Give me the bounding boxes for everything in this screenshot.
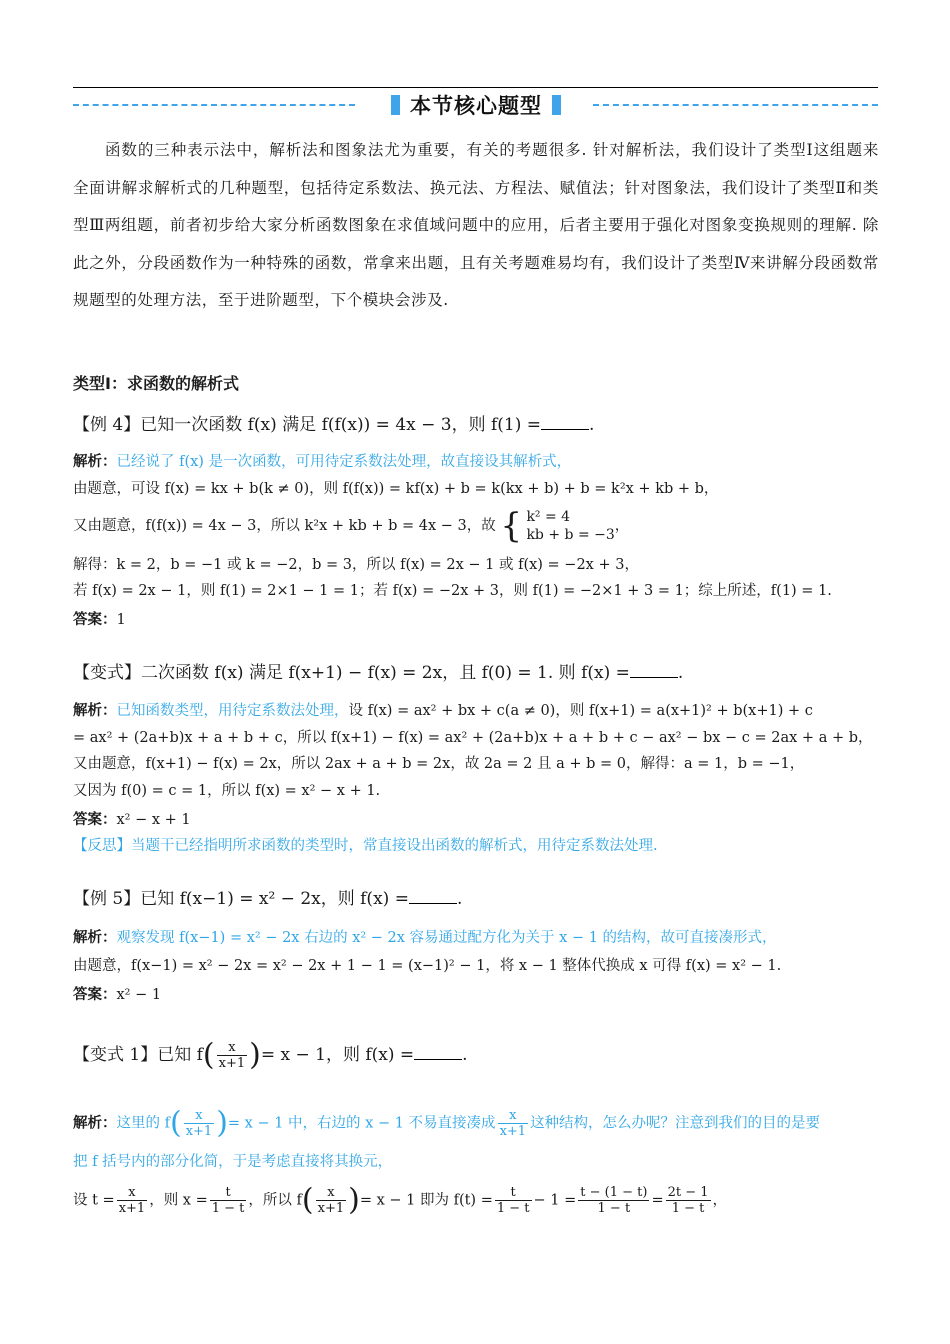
var1-question-text: 【变式】二次函数 f(x) 满足 f(x+1) − f(x) = 2x，且 f(0) = 1. 则 f(x) = <box>73 663 630 683</box>
analysis-label: 解析： <box>73 454 117 470</box>
ex4-answer-value: 1 <box>116 612 126 628</box>
var1-reflect <box>73 836 658 856</box>
fraction: $\frac{x}{x+1}$ <box>185 1108 213 1139</box>
var2-question-post: = x − 1，则 f(x) = <box>260 1045 415 1065</box>
fraction: $\frac{2t - 1}{1 - t}$ <box>667 1185 709 1216</box>
ex4-answer <box>73 610 126 630</box>
var2-hint-b: = x − 1 中，右边的 x − 1 不易直接凑成 <box>227 1115 496 1132</box>
header-dash-right <box>593 104 878 106</box>
fraction: $\frac{x}{x+1}$ <box>218 1040 246 1071</box>
analysis-label: 解析： <box>73 703 117 719</box>
system-eq1: k² = 4 <box>526 509 571 525</box>
var2-hint-a: 这里的 f <box>116 1115 170 1132</box>
title-bar-right-icon <box>552 95 561 115</box>
answer-blank <box>409 886 457 904</box>
header-dash-left <box>73 104 355 106</box>
var2-step1: 设 t = $\frac{x}{x+1}$ ，则 x = $\frac{t}{1 - t}$ ，所以 f( $\frac{x}{x+1}$ )= x − 1 即为 f(t) = $\frac{t}{1 - t}$ − 1 = $\frac{t - (1 - t)}{1 - t}$ = $\frac{2t - 1}{1 - t}$ ， <box>73 1182 728 1218</box>
ex4-step2 <box>73 508 629 544</box>
section-header <box>73 92 878 118</box>
answer-label: 答案： <box>73 612 117 628</box>
var2-question: 【变式 1】已知 f( $\frac{x}{x+1}$ )= x − 1，则 f(x) = . <box>73 1037 468 1073</box>
fraction: $\frac{t}{1 - t}$ <box>496 1185 530 1216</box>
top-rule <box>73 87 878 88</box>
fraction: $\frac{x}{x+1}$ <box>118 1185 146 1216</box>
ex4-hint-line <box>73 452 571 472</box>
answer-label: 答案： <box>73 987 117 1003</box>
fraction: $\frac{x}{x+1}$ <box>317 1185 345 1216</box>
intro-text: 函数的三种表示法中，解析法和图象法尤为重要，有关的考题很多. 针对解析法，我们设计了类型Ⅰ这组题来全面讲解求解析式的几种题型，包括待定系数法、换元法、方程法、赋值法；针对图象法，我们设计了类型Ⅱ和类型Ⅲ两组题，前者初步给大家分析函数图象在求值域问题中的应用，后者主要用于强化对图象变换规则的理解. 除此之外，分段函数作为一种特殊的函数，常拿来出题，且有关考题难易均有，我们设计了类型Ⅳ来讲解分段函数常规题型的处理方法，至于进阶题型，下个模块会涉及. <box>73 141 879 309</box>
var1-answer-value: x² − x + 1 <box>116 812 191 828</box>
fraction: $\frac{t}{1 - t}$ <box>211 1185 245 1216</box>
analysis-label: 解析： <box>73 930 117 946</box>
var2-hint2: 把 f 括号内的部分化简，于是考虑直接将其换元， <box>73 1154 393 1170</box>
system-eq2: kb + b = −3 <box>526 527 615 543</box>
brace-icon: { <box>500 506 522 546</box>
ex5-step1: 由题意，f(x−1) = x² − 2x = x² − 2x + 1 − 1 = (x−1)² − 1，将 x − 1 整体代换成 x 可得 f(x) = x² − 1. <box>73 958 782 974</box>
fraction: $\frac{t - (1 - t)}{1 - t}$ <box>580 1185 648 1216</box>
var1-question: 【变式】二次函数 f(x) 满足 f(x+1) − f(x) = 2x，且 f(0) = 1. 则 f(x) = . <box>73 660 683 683</box>
ex5-answer <box>73 985 161 1005</box>
title-bar-left-icon <box>391 95 400 115</box>
system-rows <box>526 508 614 544</box>
answer-blank <box>414 1042 462 1060</box>
ex4-step4: 若 f(x) = 2x − 1，则 f(1) = 2×1 − 1 = 1；若 f(x) = −2x + 3，则 f(1) = −2×1 + 3 = 1；综上所述，f(1) = 1. <box>73 583 832 599</box>
ex5-hint-line <box>73 928 777 948</box>
ex5-question: 【例 5】已知 f(x−1) = x² − 2x，则 f(x) = . <box>73 886 462 909</box>
var1-answer <box>73 810 191 830</box>
ex5-answer-value: x² − 1 <box>116 987 162 1003</box>
ex5-hint: 观察发现 f(x−1) = x² − 2x 右边的 x² − 2x 容易通过配方化为关于 x − 1 的结构，故可直接凑形式， <box>116 930 777 946</box>
ex4-hint: 已经说了 f(x) 是一次函数，可用待定系数法处理，故直接设其解析式， <box>116 454 572 470</box>
ex5-question-text: 【例 5】已知 f(x−1) = x² − 2x，则 f(x) = <box>73 889 409 909</box>
var1-step3: 又由题意，f(x+1) − f(x) = 2x，所以 2ax + a + b = 2x，故 2a = 2 且 a + b = 0，解得：a = 1，b = −1， <box>73 756 805 772</box>
var1-hint: 已知函数类型，用待定系数法处理， <box>116 703 349 719</box>
answer-blank <box>630 660 678 678</box>
var2-question-pre: 【变式 1】已知 f <box>73 1045 203 1065</box>
analysis-label: 解析： <box>73 1115 117 1132</box>
ex4-step2-text: 又由题意，f(f(x)) = 4x − 3，所以 k²x + kb + b = 4x − 3，故 <box>73 518 496 534</box>
ex4-question-text: 【例 4】已知一次函数 f(x) 满足 f(f(x)) = 4x − 3，则 f(1) = <box>73 415 542 435</box>
ex4-step1: 由题意，可设 f(x) = kx + b(k ≠ 0)，则 f(f(x)) = kf(x) + b = k(kx + b) + b = k²x + kb + b， <box>73 481 719 497</box>
var2-hint-line: 解析：这里的 f( $\frac{x}{x+1}$ )= x − 1 中，右边的 x − 1 不易直接凑成 $\frac{x}{x+1}$ 这种结构，怎么办呢？注意到我们的目的是要 <box>73 1105 821 1141</box>
ex4-question: 【例 4】已知一次函数 f(x) 满足 f(f(x)) = 4x − 3，则 f(1) = . <box>73 412 594 435</box>
ex4-step2-end: ， <box>614 518 630 534</box>
answer-blank <box>541 412 589 430</box>
var2-hint-c: 这种结构，怎么办呢？注意到我们的目的是要 <box>530 1115 821 1132</box>
fraction: $\frac{x}{x+1}$ <box>499 1108 527 1139</box>
answer-label: 答案： <box>73 812 117 828</box>
var1-step4: 又因为 f(0) = c = 1，所以 f(x) = x² − x + 1. <box>73 783 381 799</box>
type1-heading: 类型Ⅰ：求函数的解析式 <box>73 374 239 393</box>
reflect-text: 当题干已经指明所求函数的类型时，常直接设出函数的解析式，用待定系数法处理. <box>131 838 658 854</box>
reflect-label: 【反思】 <box>73 838 131 854</box>
var1-step2: = ax² + (2a+b)x + a + b + c，所以 f(x+1) − f(x) = ax² + (2a+b)x + a + b + c − ax² − bx − c = 2ax + a + b， <box>73 730 873 746</box>
ex4-step3: 解得：k = 2，b = −1 或 k = −2，b = 3，所以 f(x) = 2x − 1 或 f(x) = −2x + 3， <box>73 557 639 573</box>
var1-step1: 设 f(x) = ax² + bx + c(a ≠ 0)，则 f(x+1) = a(x+1)² + b(x+1) + c <box>348 703 813 719</box>
intro-paragraph <box>73 132 879 320</box>
section-title-box <box>370 92 582 118</box>
equation-system <box>500 508 614 544</box>
section-title: 本节核心题型 <box>410 94 542 118</box>
var1-hint-line <box>73 701 813 721</box>
